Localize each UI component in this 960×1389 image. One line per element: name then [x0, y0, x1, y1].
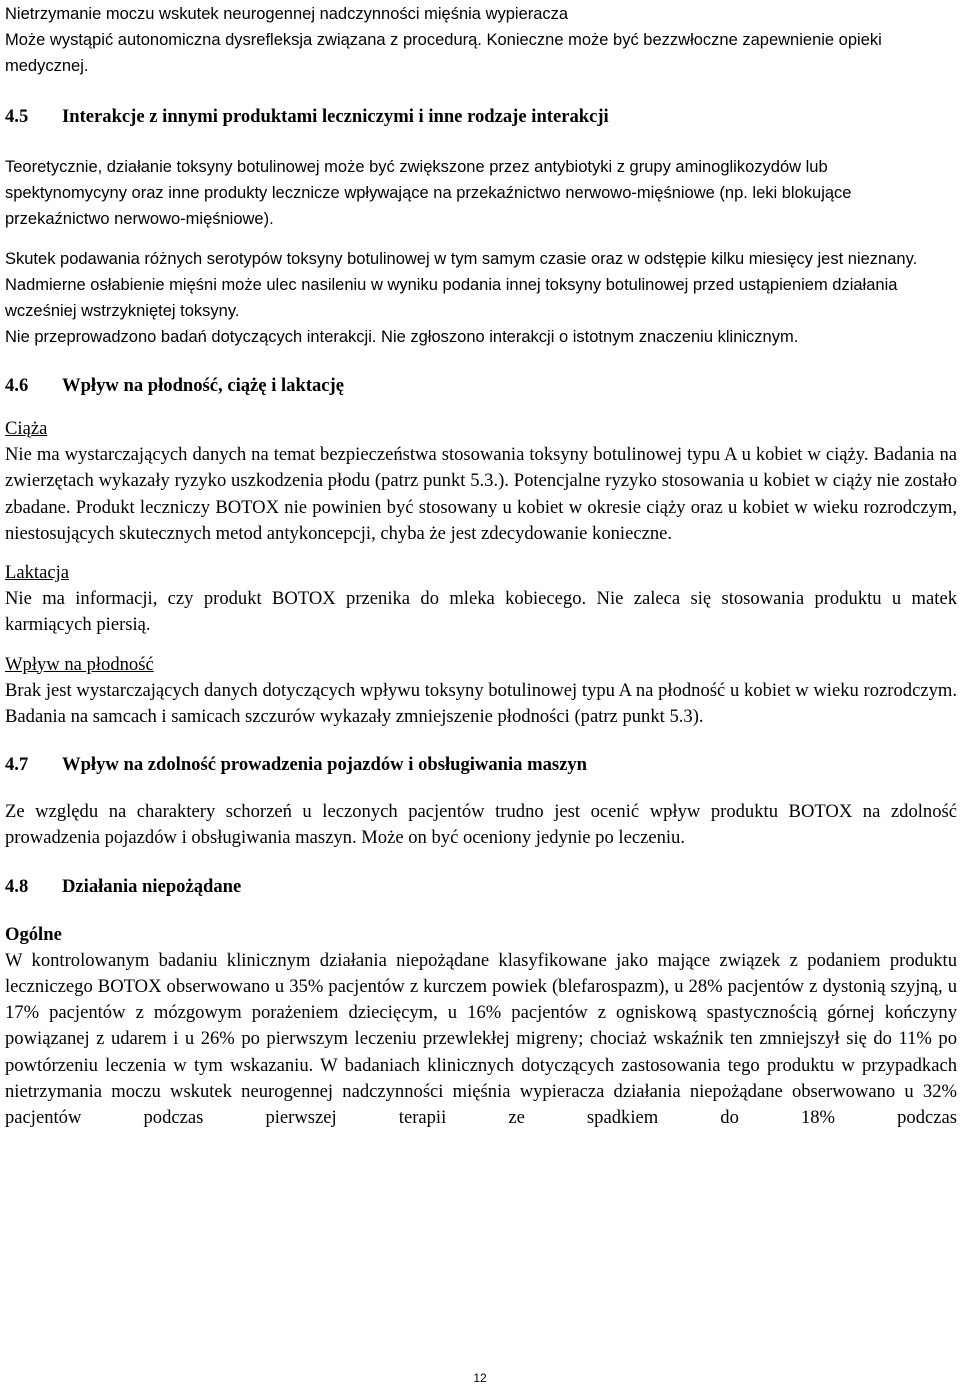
section-number: 4.7 — [5, 754, 29, 776]
general-text: W kontrolowanym badaniu klinicznym działania niepożądane klasyfikowane jako mające związek z podaniem produktu leczniczego BOTOX obserwowano u 35% pacjentów z kurczem powiek (blefarospazm), u 28% pacjentów z dystonią szyjną, u 17% pacjentów z mózgowym porażeniem dziecięcym, u 16% pacjentów z ogniskową spastycznością górnej kończyny powiązanej z udarem i u 26% po pierwszym leczeniu przewlekłej migreny; chociaż wskaźnik ten zmniejszył się do 11% po powtórzeniu leczenia w tym wskazaniu. W badaniach klinicznych dotyczących zastosowania tego produktu w przypadkach nietrzymania moczu wskutek neurogennej nadczynności mięśnia wypieracza działania niepożądane obserwowano u 32% pacjentów podczas pierwszej terapii ze spadkiem do 18% podczas — [5, 949, 957, 1129]
lactation-subheading: Laktacja — [5, 562, 69, 584]
section-4-6-heading — [5, 373, 957, 399]
serotypes-text: Skutek podawania różnych serotypów toksyny botulinowej w tym samym czasie oraz w odstępie kilku miesięcy jest nieznany. — [5, 250, 918, 268]
pregnancy-subheading: Ciąża — [5, 418, 48, 439]
weakness-text: Nadmierne osłabienie mięśni może ulec nasileniu w wyniku podania innej toksyny botulinowej przed ustąpieniem działania wcześniej wstrzykniętej toksyny. — [5, 276, 898, 320]
interactions-paragraph-2 — [5, 246, 940, 350]
autonomic-dysreflexia-text: Może wystąpić autonomiczna dysrefleksja związana z procedurą. Konieczne może być bezzwłoczne zapewnienie opieki medycznej. — [5, 31, 882, 75]
top-section — [5, 1, 957, 79]
section-number: 4.8 — [5, 875, 29, 897]
general-subheading: Ogólne — [5, 923, 62, 945]
section-number: 4.5 — [5, 106, 29, 127]
section-4-8-heading — [5, 874, 957, 900]
section-title: Wpływ na płodność, ciążę i laktację — [62, 375, 345, 396]
section-title: Wpływ na zdolność prowadzenia pojazdów i obsługiwania maszyn — [62, 754, 588, 776]
driving-block — [5, 799, 957, 851]
section-number: 4.6 — [5, 375, 29, 396]
page-number: 12 — [473, 1371, 487, 1385]
no-studies-text: Nie przeprowadzono badań dotyczących interakcji. Nie zgłoszono interakcji o istotnym znaczeniu klinicznym. — [5, 328, 799, 346]
section-title: Interakcje z innymi produktami leczniczymi i inne rodzaje interakcji — [62, 106, 609, 127]
fertility-subheading: Wpływ na płodność — [5, 653, 154, 675]
driving-text: Ze względu na charaktery schorzeń u leczonych pacjentów trudno jest ocenić wpływ produktu BOTOX na zdolność prowadzenia pojazdów i obsługiwania maszyn. Może on być oceniony jedynie po leczeniu. — [5, 801, 957, 849]
interactions-paragraph-1 — [5, 154, 895, 232]
section-title: Działania niepożądane — [62, 875, 242, 897]
lactation-block — [5, 560, 957, 639]
interactions-text-1: Teoretycznie, działanie toksyny botulinowej może być zwiększone przez antybiotyki z grupy aminoglikozydów lub spektynomycyny oraz inne produkty lecznicze wpływające na przekaźnictwo nerwowo-mięśniowe (np. leki blokujące przekaźnictwo nerwowo-mięśniowe). — [5, 158, 852, 228]
pregnancy-text: Nie ma wystarczających danych na temat bezpieczeństwa stosowania toksyny botulinowej typu A u kobiet w ciąży. Badania na zwierzętach wykazały ryzyko uszkodzenia płodu (patrz punkt 5.3.). Potencjalne ryzyko stosowania u kobiet w ciąży nie zostało zbadane. Produkt leczniczy BOTOX nie powinien być stosowany u kobiet w okresie ciąży oraz u kobiet w wieku rozrodczym, niestosujących skutecznych metod antykoncepcji, chyba że jest zdecydowanie konieczne. — [5, 444, 957, 544]
pregnancy-block — [5, 416, 957, 547]
fertility-text: Brak jest wystarczających danych dotyczących wpływu toksyny botulinowej typu A na płodność u kobiet w wieku rozrodczym. Badania na samcach i samicach szczurów wykazały zmniejszenie płodności (patrz punkt 5.3). — [5, 679, 957, 728]
lactation-text: Nie ma informacji, czy produkt BOTOX przenika do mleka kobiecego. Nie zaleca się stosowania produktu u matek karmiących piersią. — [5, 588, 957, 636]
section-4-7-heading — [5, 752, 957, 778]
fertility-block — [5, 652, 957, 731]
urinary-incontinence-subheading: Nietrzymanie moczu wskutek neurogennej nadczynności mięśnia wypieracza — [5, 5, 569, 23]
adverse-general-block — [5, 922, 957, 1132]
section-4-5-heading — [5, 104, 957, 130]
document-page — [5, 0, 957, 1131]
